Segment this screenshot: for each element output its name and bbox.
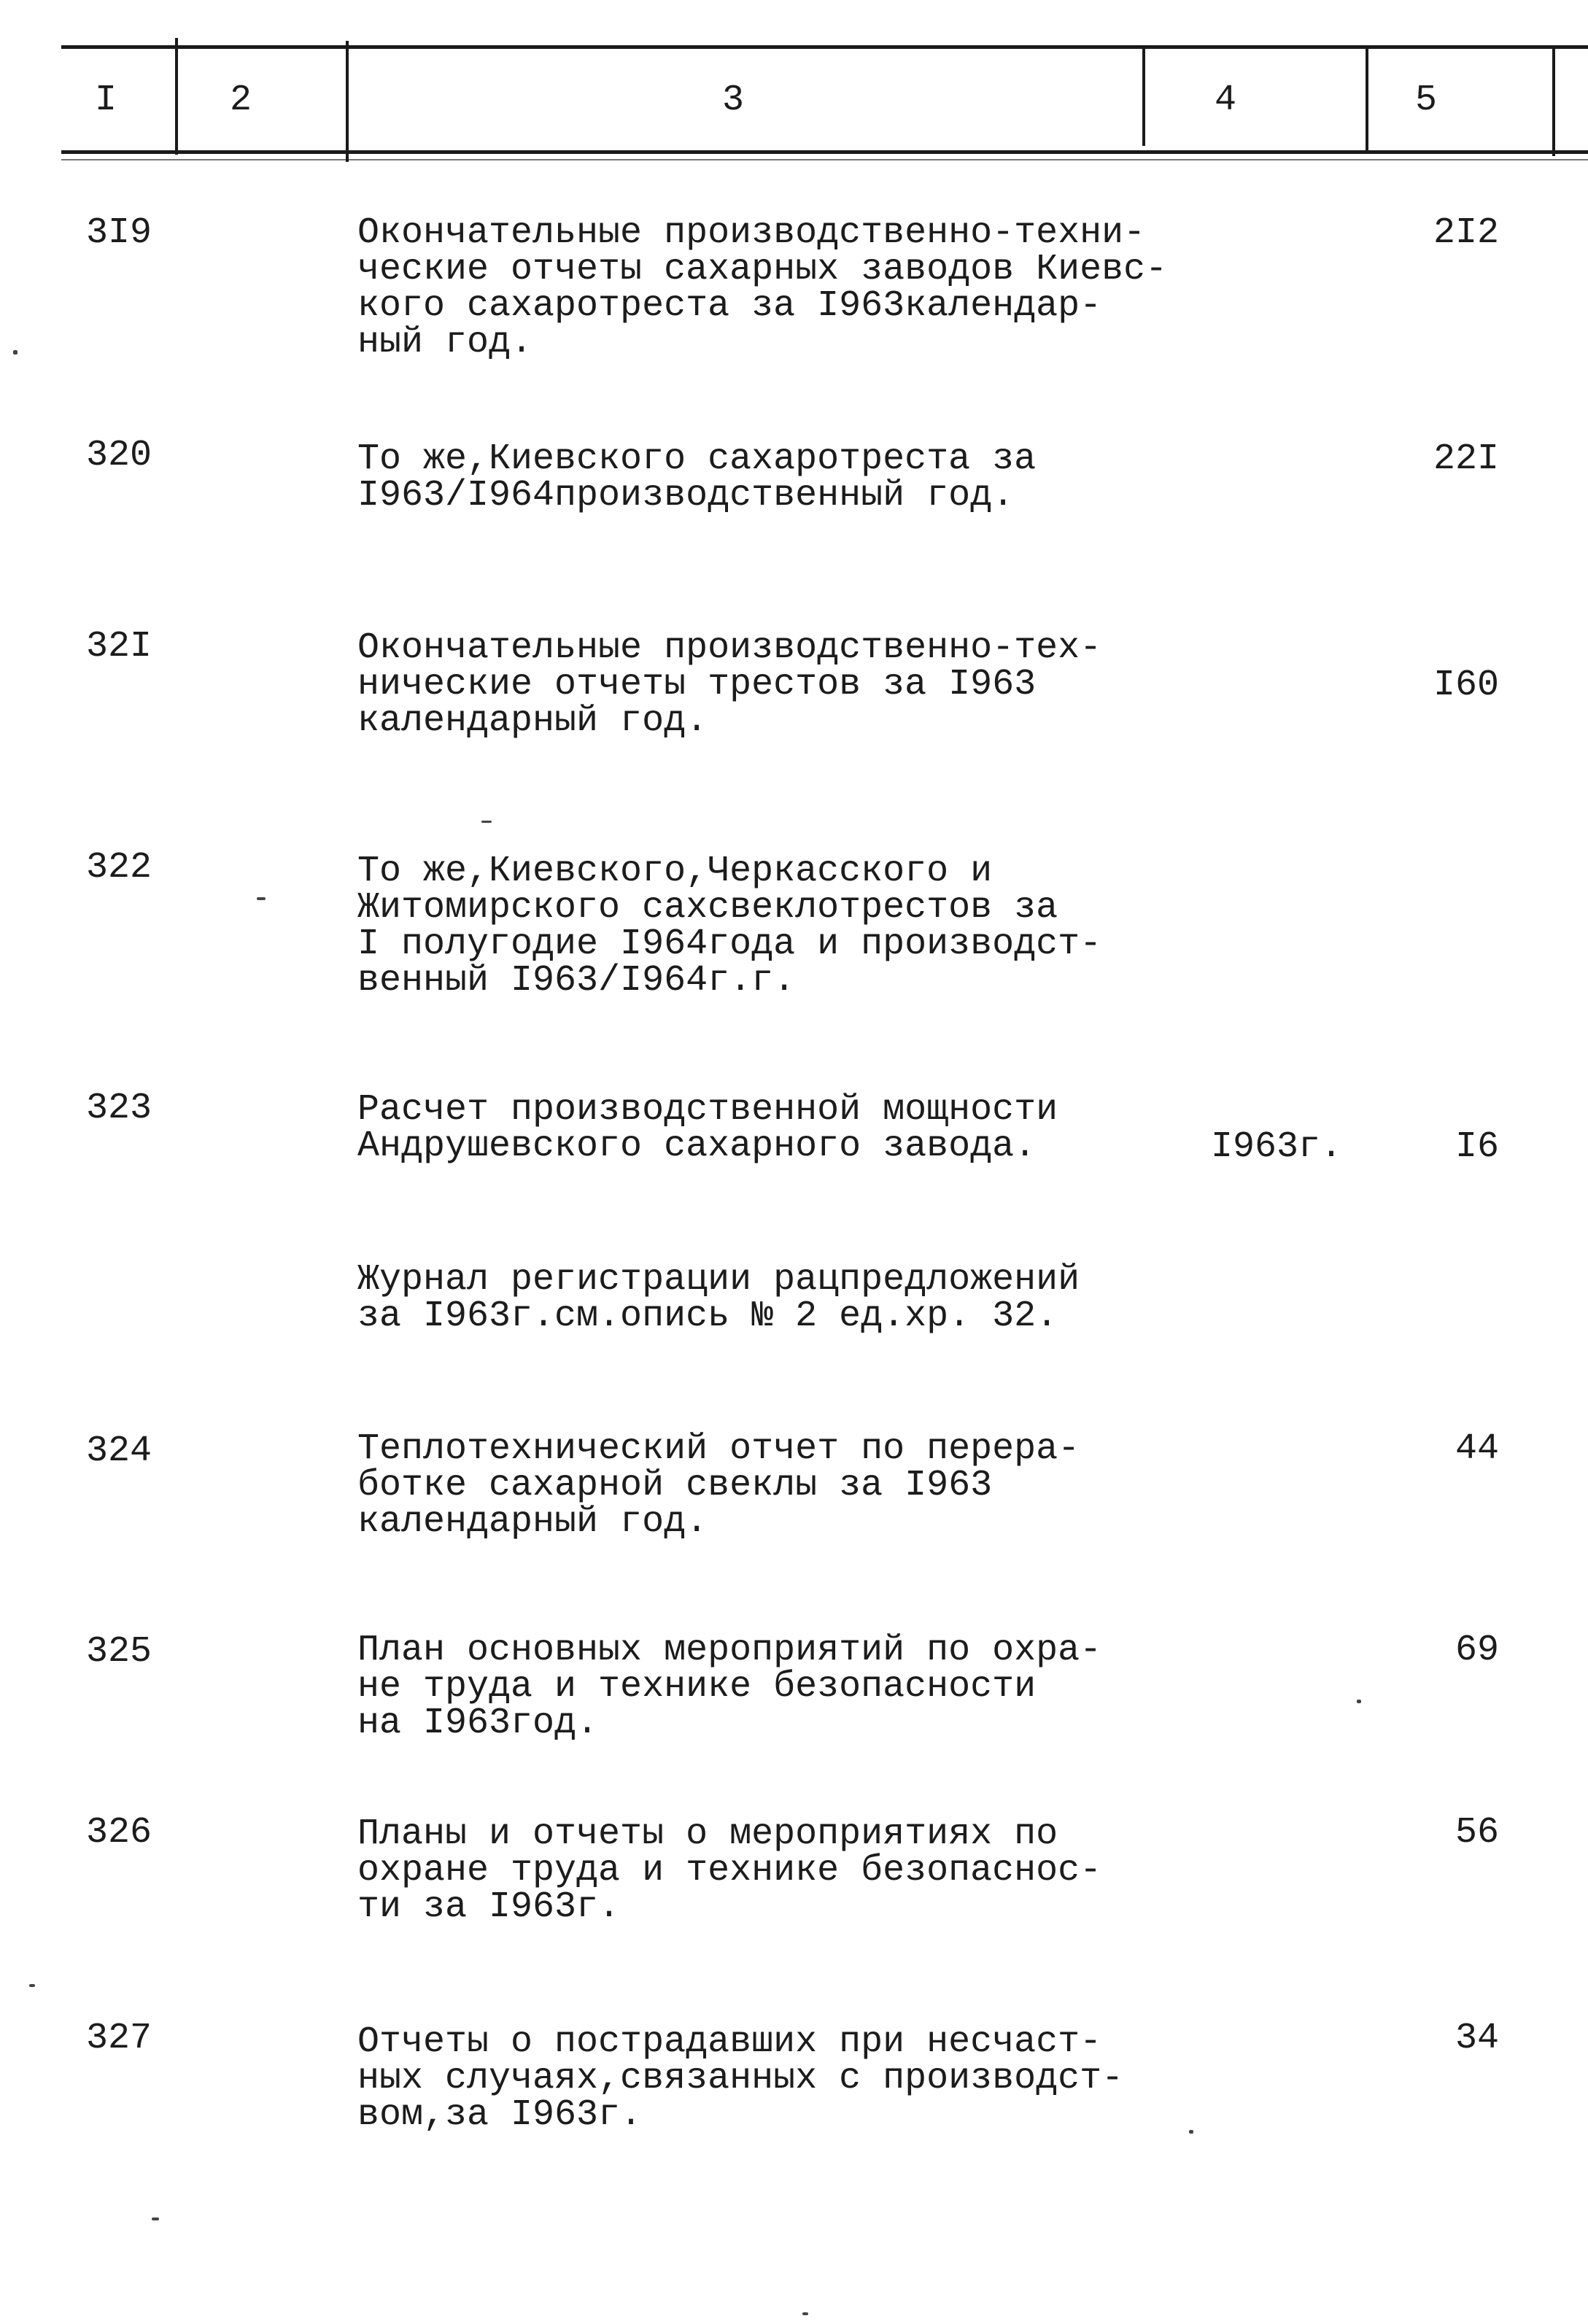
row-count: 34 [1455,2018,1499,2059]
row-description: То же,Киевского,Черкасского и Житомирского сахсвеклотрестов за I полугодие I964года и производст- венный I963/I964г.г. [357,851,1102,1002]
row-description: План основных мероприятий по охра- не труда и технике безопасности на I963год. [357,1630,1102,1744]
scan-speck [13,350,18,355]
column-header-2: 2 [229,80,252,121]
row-description: Теплотехнический отчет по перера- ботке сахарной свеклы за I963 календарный год. [357,1428,1080,1543]
row-description: Окончательные производственно-тех- нические отчеты трестов за I963 календарный год. [357,627,1102,742]
col-divider-3 [1142,45,1145,146]
row-year: I963г. [1211,1126,1343,1168]
scan-speck [152,2218,159,2220]
scan-speck [1357,1700,1361,1703]
column-header-4: 4 [1214,80,1236,121]
scan-speck [802,2312,808,2315]
scan-speck [1189,2130,1193,2134]
header-bottom-rule [61,150,1588,154]
col-divider-5 [1552,45,1555,156]
row-description: Отчеты о пострадавших при несчаст- ных случаях,связанных с производст- вом,за I963г. [357,2021,1124,2136]
row-description: То же,Киевского сахаротреста за I963/I964производственный год. [357,438,1037,516]
header-bottom-rule-thin [61,159,1588,160]
col-divider-4 [1366,45,1368,153]
cross-reference-note: Журнал регистрации рацпредложений за I963г.см.опись № 2 ед.хр. 32. [357,1259,1080,1337]
row-number: 322 [86,847,152,888]
scan-speck [257,897,266,900]
header-top-rule [61,45,1588,49]
row-count: I6 [1455,1126,1499,1168]
row-number: 3I9 [86,212,152,254]
col-divider-1 [175,38,178,155]
column-header-5: 5 [1414,80,1437,121]
column-header-3: 3 [721,80,744,121]
row-description: Расчет производственной мощности Андрушевского сахарного завода. [357,1089,1058,1167]
scan-speck [29,1984,35,1987]
scan-speck [481,821,492,823]
row-number: 32I [86,626,152,667]
row-number: 326 [86,1812,152,1854]
row-number: 327 [86,2018,152,2059]
row-number: 325 [86,1631,152,1673]
row-count: 69 [1455,1630,1499,1671]
col-divider-2 [346,41,349,162]
row-count: 56 [1455,1812,1499,1854]
row-number: 324 [86,1430,152,1472]
row-number: 320 [86,435,152,476]
row-count: 44 [1455,1428,1499,1470]
column-header-1: I [94,80,117,121]
row-number: 323 [86,1088,152,1129]
row-description: Планы и отчеты о мероприятиях по охране труда и технике безопаснос- ти за I963г. [357,1813,1102,1928]
row-count: 22I [1433,438,1499,480]
row-description: Окончательные производственно-техни- ческие отчеты сахарных заводов Киевс- кого сахаротреста за I963календар- ный год. [357,212,1168,363]
row-count: I60 [1433,665,1499,706]
row-count: 2I2 [1433,212,1499,254]
